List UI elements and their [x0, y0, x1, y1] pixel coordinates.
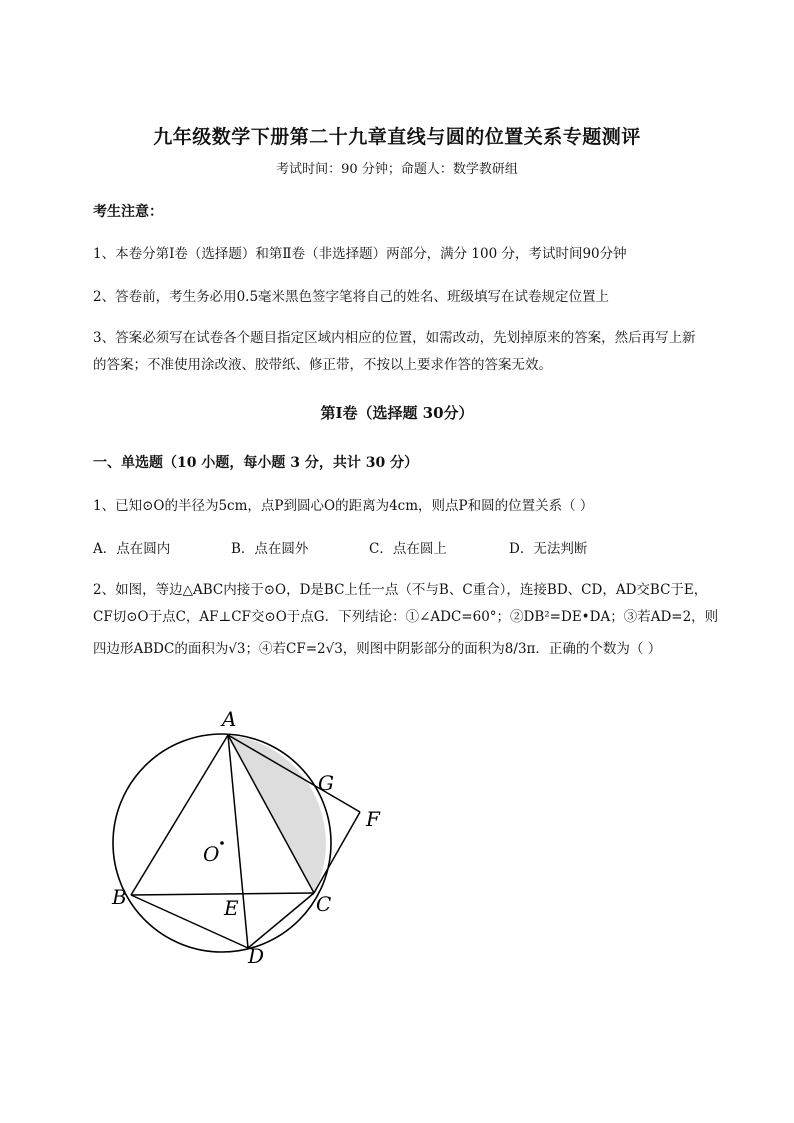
label-g: G: [318, 771, 334, 795]
label-d: D: [248, 944, 265, 968]
label-a: A: [222, 707, 237, 731]
question-1-stem: 1、已知⊙O的半径为5cm，点P到圆心O的距离为4cm，则点P和圆的位置关系（ ）: [93, 498, 594, 514]
label-o: O: [203, 842, 220, 866]
label-b: B: [112, 885, 127, 909]
part-heading: 一、单选题（10 小题，每小题 3 分，共计 30 分）: [93, 455, 419, 471]
center-point: [220, 841, 224, 845]
segment-cd: [248, 893, 314, 948]
notice-item-2: 2、答卷前，考生务必用0.5毫米黑色签字笔将自己的姓名、班级填写在试卷规定位置上: [93, 289, 610, 305]
section-title: 第Ⅰ卷（选择题 30分）: [320, 404, 474, 422]
notice-item-3-line-1: 3、答案必须写在试卷各个题目指定区域内相应的位置，如需改动，先划掉原来的答案，然后再写上新: [93, 330, 696, 346]
q1-option-b: B．点在圆外: [231, 541, 309, 557]
q1-option-d: D．无法判断: [509, 541, 588, 557]
notice-heading: 考生注意：: [93, 204, 163, 220]
shaded-region: [228, 735, 326, 893]
question-2-line-1: 2、如图，等边△ABC内接于⊙O，D是BC上任一点（不与B、C重合），连接BD、CD，AD交BC于E，: [93, 582, 708, 598]
question-2-line-3: 四边形ABDC的面积为√3；④若CF=2√3，则图中阴影部分的面积为8/3π．正确的个数为（ ）: [93, 641, 662, 657]
page-title: 九年级数学下册第二十九章直线与圆的位置关系专题测评: [153, 126, 641, 148]
q1-option-a: A．点在圆内: [93, 541, 171, 557]
segment-ab: [131, 735, 228, 895]
label-f: F: [366, 807, 380, 831]
label-e: E: [224, 896, 239, 920]
segment-bc: [131, 893, 314, 895]
exam-info: 考试时间：90 分钟；命题人：数学教研组: [276, 162, 518, 177]
notice-item-1: 1、本卷分第Ⅰ卷（选择题）和第Ⅱ卷（非选择题）两部分，满分 100 分，考试时间90分钟: [93, 246, 627, 262]
notice-item-3-line-2: 的答案；不准使用涂改液、胶带纸、修正带，不按以上要求作答的答案无效。: [93, 357, 552, 373]
q1-option-c: C．点在圆上: [369, 541, 447, 557]
label-c: C: [316, 892, 332, 916]
question-2-line-2: CF切⊙O于点C，AF⊥CF交⊙O于点G．下列结论：①∠ADC=60°；②DB²=DE•DA；③若AD=2，则: [93, 609, 719, 625]
